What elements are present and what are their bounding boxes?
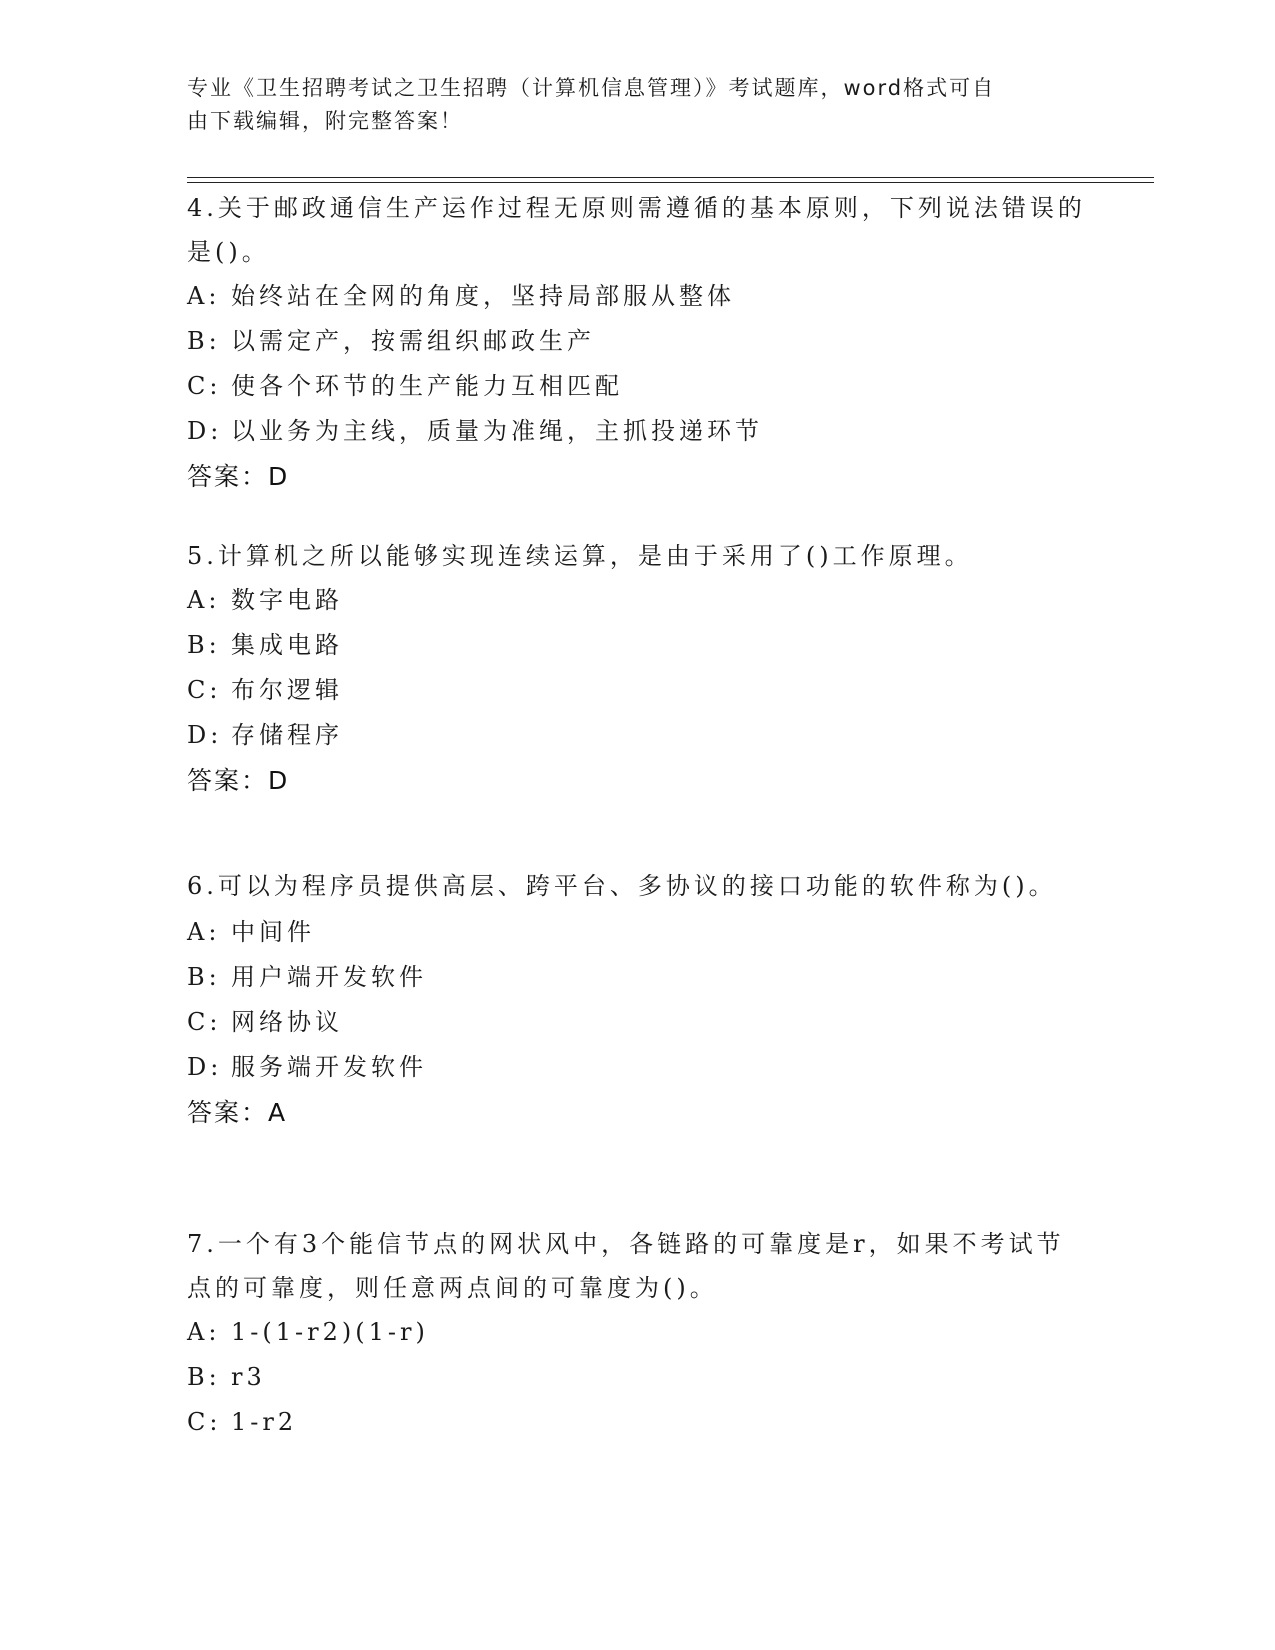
option-text: 存储程序 [231, 721, 343, 749]
option-a [187, 274, 1087, 319]
option-text: 始终站在全网的角度，坚持局部服从整体 [231, 282, 735, 310]
document-header [187, 72, 1087, 138]
option-letter: A: [187, 282, 221, 310]
answer-key: 答案：D [187, 766, 290, 795]
question-5 [187, 534, 1087, 804]
option-d [187, 409, 1087, 454]
option-c [187, 364, 1087, 409]
question-4 [187, 186, 1087, 500]
option-text: 以需定产，按需组织邮政生产 [231, 327, 595, 355]
question-stem: 4.关于邮政通信生产运作过程无原则需遵循的基本原则，下列说法错误的是()。 [187, 194, 1086, 266]
option-d [187, 713, 1087, 758]
option-text: 用户端开发软件 [231, 963, 427, 991]
answer-key: 答案：A [187, 1098, 288, 1127]
option-letter: C: [187, 676, 222, 704]
header-line-2: 由下载编辑，附完整答案！ [187, 109, 463, 133]
option-letter: A: [187, 1318, 221, 1346]
option-text: 布尔逻辑 [231, 676, 343, 704]
option-text: 数字电路 [231, 586, 343, 614]
header-line-1: 专业《卫生招聘考试之卫生招聘（计算机信息管理）》考试题库，word格式可自 [187, 76, 996, 100]
option-letter: B: [187, 631, 221, 659]
option-a [187, 910, 1087, 955]
option-b [187, 319, 1087, 364]
option-letter: C: [187, 1008, 222, 1036]
option-c [187, 668, 1087, 713]
option-letter: B: [187, 963, 221, 991]
question-stem: 5.计算机之所以能够实现连续运算，是由于采用了()工作原理。 [187, 542, 973, 570]
option-text: r3 [231, 1363, 266, 1391]
option-letter: D: [187, 417, 223, 445]
answer-key: 答案：D [187, 462, 290, 491]
option-text: 1-(1-r2)(1-r) [231, 1318, 429, 1346]
option-letter: D: [187, 1053, 223, 1081]
option-c [187, 1400, 1087, 1445]
option-b [187, 1355, 1087, 1400]
question-stem: 7.一个有3个能信节点的网状风中，各链路的可靠度是r，如果不考试节点的可靠度，则任意两点间的可靠度为()。 [187, 1230, 1065, 1302]
option-letter: A: [187, 918, 221, 946]
option-b [187, 623, 1087, 668]
option-b [187, 955, 1087, 1000]
option-text: 中间件 [231, 918, 315, 946]
option-text: 以业务为主线，质量为准绳，主抓投递环节 [231, 417, 763, 445]
option-letter: A: [187, 586, 221, 614]
question-6 [187, 862, 1087, 1136]
option-d [187, 1045, 1087, 1090]
option-text: 1-r2 [231, 1408, 298, 1436]
option-text: 集成电路 [231, 631, 343, 659]
option-text: 使各个环节的生产能力互相匹配 [231, 372, 623, 400]
option-a [187, 1310, 1087, 1355]
option-letter: B: [187, 1363, 221, 1391]
option-letter: D: [187, 721, 223, 749]
header-divider-bottom [187, 182, 1154, 183]
option-letter: C: [187, 1408, 222, 1436]
option-c [187, 1000, 1087, 1045]
option-text: 服务端开发软件 [231, 1053, 427, 1081]
header-divider-top [187, 177, 1154, 178]
option-text: 网络协议 [231, 1008, 343, 1036]
question-7 [187, 1222, 1087, 1445]
question-stem: 6.可以为程序员提供高层、跨平台、多协议的接口功能的软件称为()。 [187, 872, 1057, 900]
option-a [187, 578, 1087, 623]
option-letter: B: [187, 327, 221, 355]
option-letter: C: [187, 372, 222, 400]
